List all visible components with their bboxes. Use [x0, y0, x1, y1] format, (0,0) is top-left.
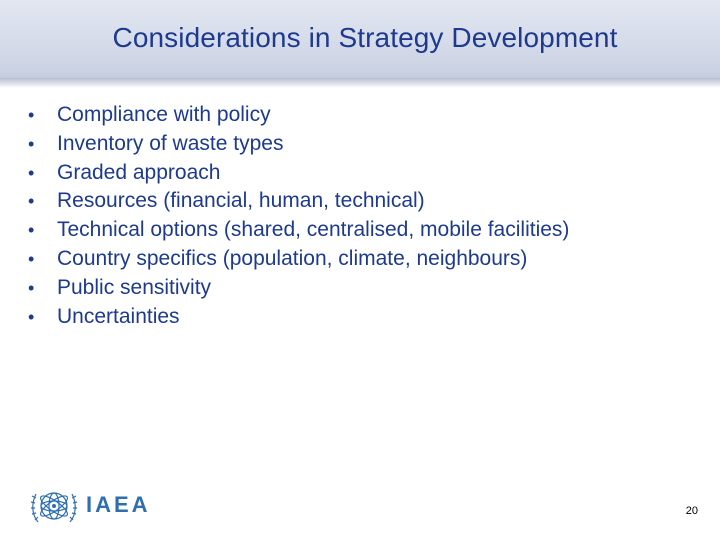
bullet-text: Compliance with policy [57, 103, 271, 126]
bullet-icon: • [28, 248, 35, 269]
bullet-text: Technical options (shared, centralised, mobile facilities) [57, 218, 570, 242]
bullet-icon: • [28, 133, 35, 154]
bullet-icon: • [28, 105, 35, 125]
bullet-text: Inventory of waste types [57, 131, 284, 155]
page-number: 20 [685, 505, 698, 517]
bullet-text: Uncertainties [57, 304, 180, 328]
bullet-icon: • [28, 191, 35, 212]
bullet-icon: • [28, 162, 35, 183]
bullet-icon: • [28, 220, 35, 241]
bullet-icon: • [28, 306, 35, 327]
bullet-text: Country specifics (population, climate, neighbours) [57, 246, 528, 270]
iaea-emblem-icon [28, 482, 80, 530]
title-band-shadow [0, 78, 720, 88]
bullet-icon: • [28, 277, 35, 298]
slide-title: Considerations in Strategy Development [112, 22, 618, 53]
iaea-wordmark: IAEA [86, 492, 151, 517]
bullet-text: Resources (financial, human, technical) [57, 189, 425, 213]
bullet-text: Public sensitivity [57, 275, 212, 299]
bullet-text: Graded approach [57, 160, 221, 184]
